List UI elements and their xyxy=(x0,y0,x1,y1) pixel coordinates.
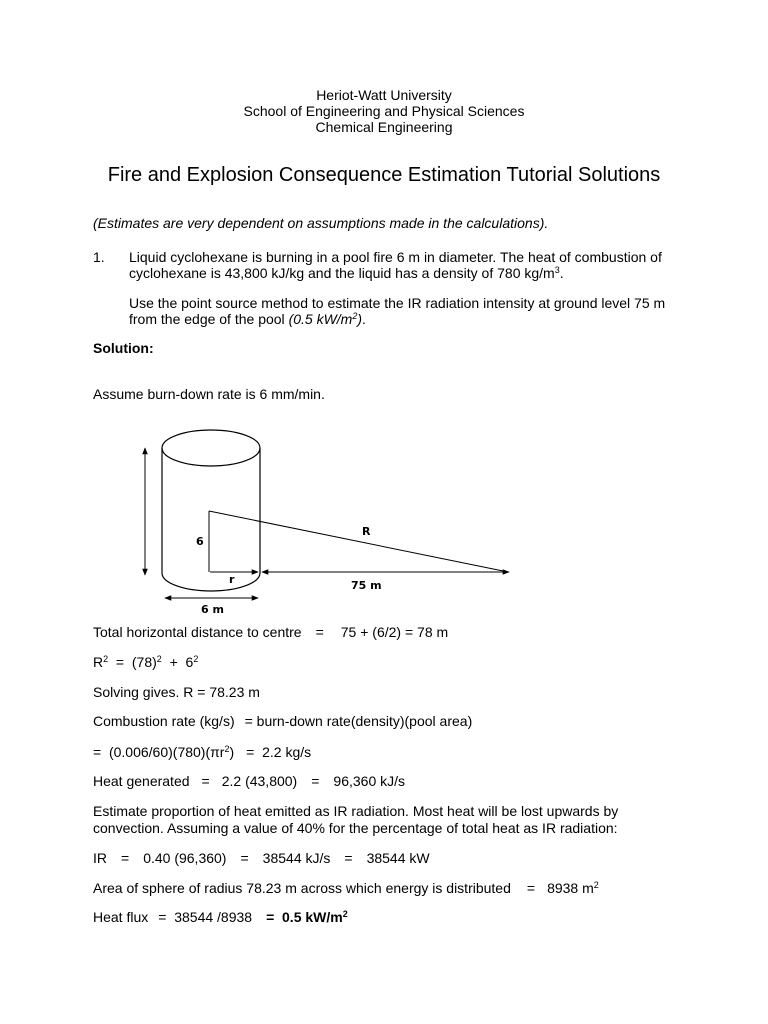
calc-line-8: convection. Assuming a value of 40% for the percentage of total heat as IR radiation: xyxy=(93,820,618,836)
calc-line-10: Area of sphere of radius 78.23 m across which energy is distributed = 8938 $m^2$ xyxy=(93,880,599,896)
label-r: r xyxy=(229,573,235,586)
assumption-text: Assume burn-down rate is 6 mm/min. xyxy=(93,386,325,402)
question-line-3: Use the point source method to estimate the IR radiation intensity at ground level 75 m xyxy=(129,295,666,311)
heat-flux-result: = 0.5 $kW/m^2$ xyxy=(266,909,348,925)
calc-line-1: Total horizontal distance to centre = 75 + (6/2) = 78 m xyxy=(93,624,449,640)
calc-line-3: Solving gives. R = 78.23 m xyxy=(93,684,260,700)
cylinder-bottom xyxy=(162,573,260,591)
question-number: 1. xyxy=(93,249,105,265)
calc-line-9: IR = 0.40 (96,360) = 38544 kJ/s = 38544 kW xyxy=(93,850,430,866)
radius-R-line xyxy=(209,511,508,572)
estimates-note: (Estimates are very dependent on assumptions made in the calculations). xyxy=(93,215,549,231)
department-name: Chemical Engineering xyxy=(315,119,453,135)
label-distance: 75 m xyxy=(351,579,382,592)
university-name: Heriot-Watt University xyxy=(316,87,452,103)
question-line-4: from the edge of the pool (0.5 $kW/m^2$). xyxy=(129,311,366,327)
label-height: 6 xyxy=(196,535,204,548)
calc-line-6: Heat generated = 2.2 (43,800) = 96,360 kJ/s xyxy=(93,773,406,789)
calc-line-5: = $(0.006/60)(780)(\pi r^2) = 2.2$ kg/s xyxy=(93,744,312,760)
calc-line-2: $R^2 = (78)^2 + 6^2$ xyxy=(93,654,199,670)
cylinder-top xyxy=(162,430,260,466)
question-line-1: Liquid cyclohexane is burning in a pool fire 6 m in diameter. The heat of combustion of xyxy=(129,249,662,265)
label-diameter: 6 m xyxy=(201,603,224,616)
solution-label: Solution: xyxy=(93,340,154,356)
calc-line-11: Heat flux = 38544 /8938 = 0.5 $kW/m^2$ xyxy=(93,909,348,925)
question-line-2: cyclohexane is 43,800 kJ/kg and the liquid has a density of 780 $kg/m^3$. xyxy=(129,265,564,281)
page-title: Fire and Explosion Consequence Estimation Tutorial Solutions xyxy=(107,164,661,186)
school-name: School of Engineering and Physical Sciences xyxy=(243,103,525,119)
calc-line-4: Combustion rate (kg/s) = burn-down rate(density)(pool area) xyxy=(93,713,473,729)
calc-line-7: Estimate proportion of heat emitted as IR radiation. Most heat will be lost upwards by xyxy=(93,803,619,819)
label-R: R xyxy=(362,525,371,538)
